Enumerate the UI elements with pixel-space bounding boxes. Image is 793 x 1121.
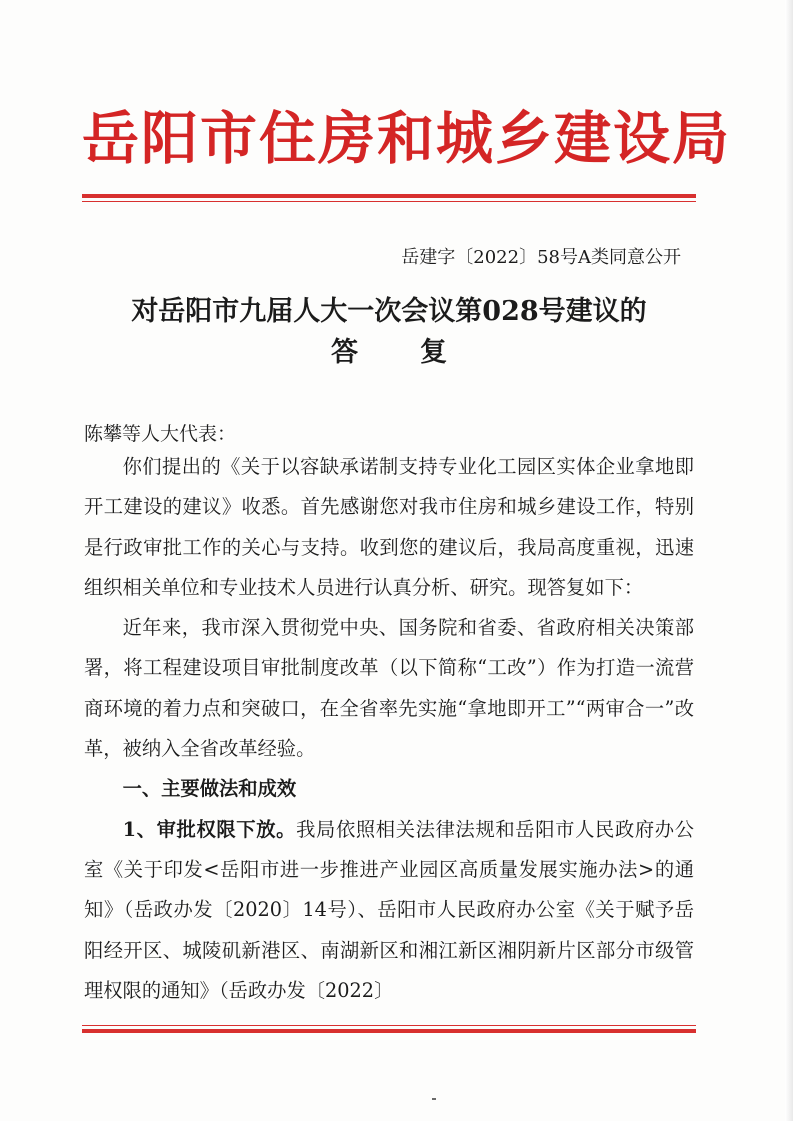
footer-rule-thick [82,1029,696,1033]
paragraph-text: 我局依照相关法律法规和岳阳市人民政府办公室《关于印发<岳阳市进一步推进产业园区高质量发展实施办法>的通知》（岳政办发〔2020〕14号）、岳阳市人民政府办公室《关于赋予岳阳经开区、城陵矶新港区、南湖新区和湘江新区湘阴新片区部分市级管理权限的通知》（岳政办发〔2022〕 [84,817,695,1002]
letterhead-rule-thin [82,201,696,202]
footer-rule-thin [82,1025,696,1026]
paragraph-lead: 1、审批权限下放。 [122,817,297,841]
paragraph-background: 近年来，我市深入贯彻党中央、国务院和省委、省政府相关决策部署，将工程建设项目审批制度改革（以下简称“工改”）作为打造一流营商环境的着力点和突破口，在全省率先实施“拿地即开工”“两审合一”改革，被纳入全省改革经验。 [84,616,694,761]
paragraph-intro: 你们提出的《关于以容缺承诺制支持专业化工园区实体企业拿地即开工建设的建议》收悉。首先感谢您对我市住房和城乡建设工作，特别是行政审批工作的关心与支持。收到您的建议后，我局高度重视，迅速组织相关单位和专业技术人员进行认真分析、研究。现答复如下： [84,455,694,599]
salutation: 陈攀等人大代表： [84,423,237,445]
scan-edge [785,0,793,1121]
document-number: 岳建字〔2022〕58号A类同意公开 [401,247,681,268]
document-title-line1: 对岳阳市九届人大一次会议第028号建议的 [131,296,647,327]
page-mark [432,1098,436,1100]
paragraph-approval-authority [84,810,694,1011]
document-body [84,447,694,1011]
letterhead-rule-thick [82,194,696,198]
letterhead-title: 岳阳市住房和城乡建设局 [82,105,731,172]
document-title-line2: 答复 [331,337,509,368]
section-heading: 一、主要做法和成效 [122,777,297,801]
